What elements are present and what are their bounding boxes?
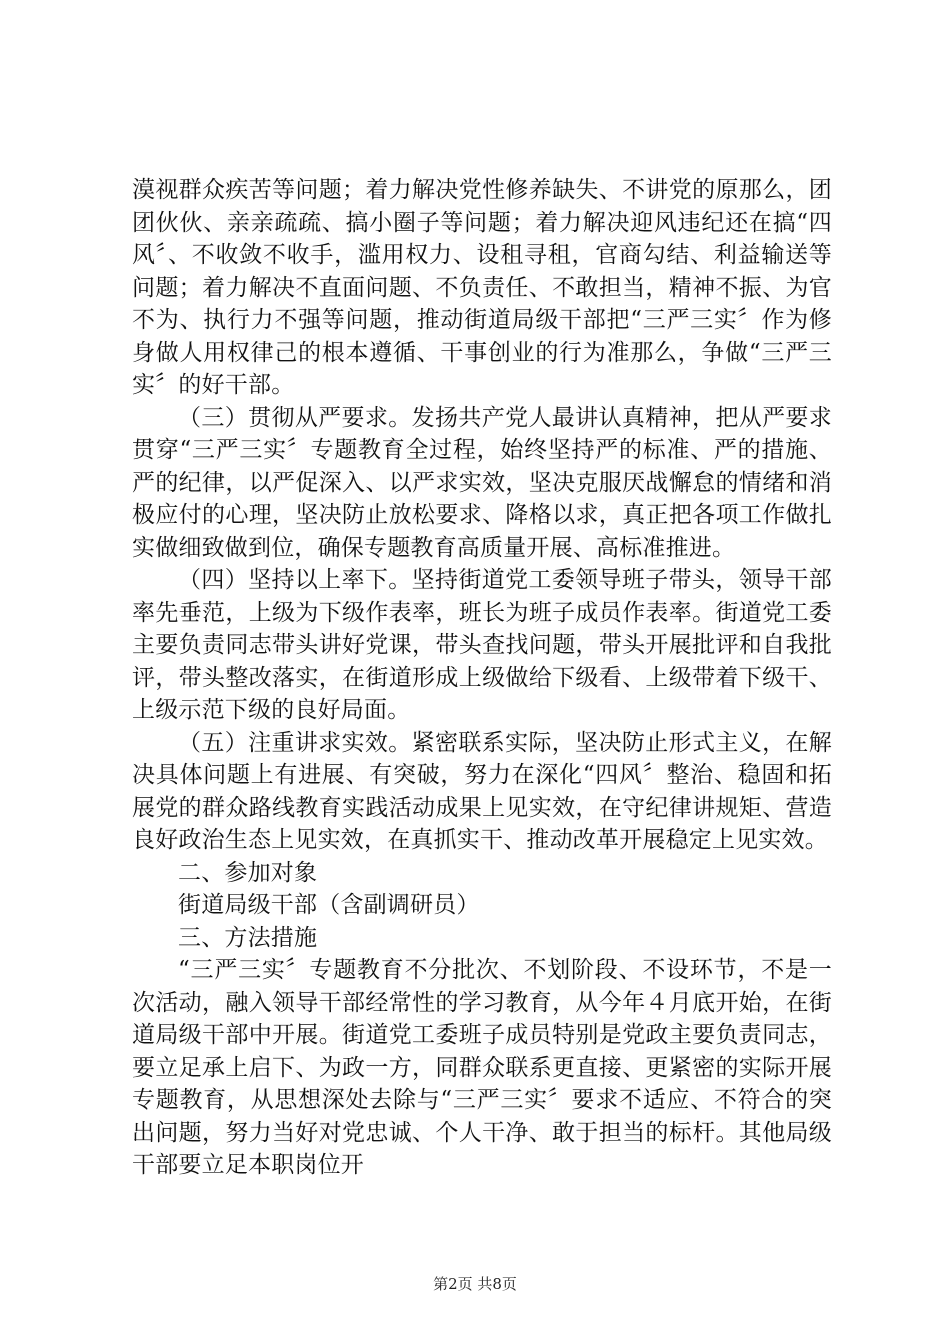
participants-text: 街道局级干部（含副调研员）	[178, 892, 480, 918]
section-heading-participants: 二、参加对象	[178, 859, 318, 886]
paragraph-2: （三）贯彻从严要求。发扬共产党人最讲认真精神，把从严要求贯穿“三严三实〞专题教育全过程，始终坚持严的标准、严的措施、严的纪律，以严促深入、以严求实效，坚决克服厌战懈怠的情绪和消极应付的心理，坚决防止放松要求、降格以求，真正把各项工作做扎实做细致做到位，确保专题教育高质量开展、高标准推进。	[132, 404, 832, 561]
paragraph-8: “三严三实〞专题教育不分批次、不划阶段、不设环节，不是一次活动，融入领导干部经常性的学习教育，从今年４月底开始，在街道局级干部中开展。街道党工委班子成员特别是党政主要负责同志，要立足承上启下、为政一方，同群众联系更直接、更紧密的实际开展专题教育，从思想深处去除与“三严三实〞要求不适应、不符合的突出问题，努力当好对党忠诚、个人干净、敢于担当的标杆。其他局级干部要立足本职岗位开	[132, 957, 832, 1178]
document-body	[132, 174, 832, 1182]
paragraph-3: （四）坚持以上率下。坚持街道党工委领导班子带头，领导干部率先垂范，上级为下级作表率，班长为班子成员作表率。街道党工委主要负责同志带头讲好党课，带头查找问题，带头开展批评和自我批评，带头整改落实，在街道形成上级做给下级看、上级带着下级干、上级示范下级的良好局面。	[132, 567, 832, 723]
paragraph-1: 漠视群众疾苦等问题；着力解决党性修养缺失、不讲党的原那么，团团伙伙、亲亲疏疏、搞小圈子等问题；着力解决迎风违纪还在搞“四风〞、不收敛不收手，滥用权力、设租寻租，官商勾结、利益输送等问题；着力解决不直面问题、不负责任、不敢担当，精神不振、为官不为、执行力不强等问题，推动街道局级干部把“三严三实〞作为修身做人用权律己的根本遵循、干事创业的行为准那么，争做“三严三实〞的好干部。	[132, 177, 832, 398]
section-heading-methods: 三、方法措施	[178, 924, 318, 951]
page-number: 第2页 共8页	[433, 1275, 517, 1293]
paragraph-4: （五）注重讲求实效。紧密联系实际，坚决防止形式主义，在解决具体问题上有进展、有突破，努力在深化“四风〞整治、稳固和拓展党的群众路线教育实践活动成果上见实效，在守纪律讲规矩、营造良好政治生态上见实效，在真抓实干、推动改革开展稳定上见实效。	[132, 729, 832, 853]
